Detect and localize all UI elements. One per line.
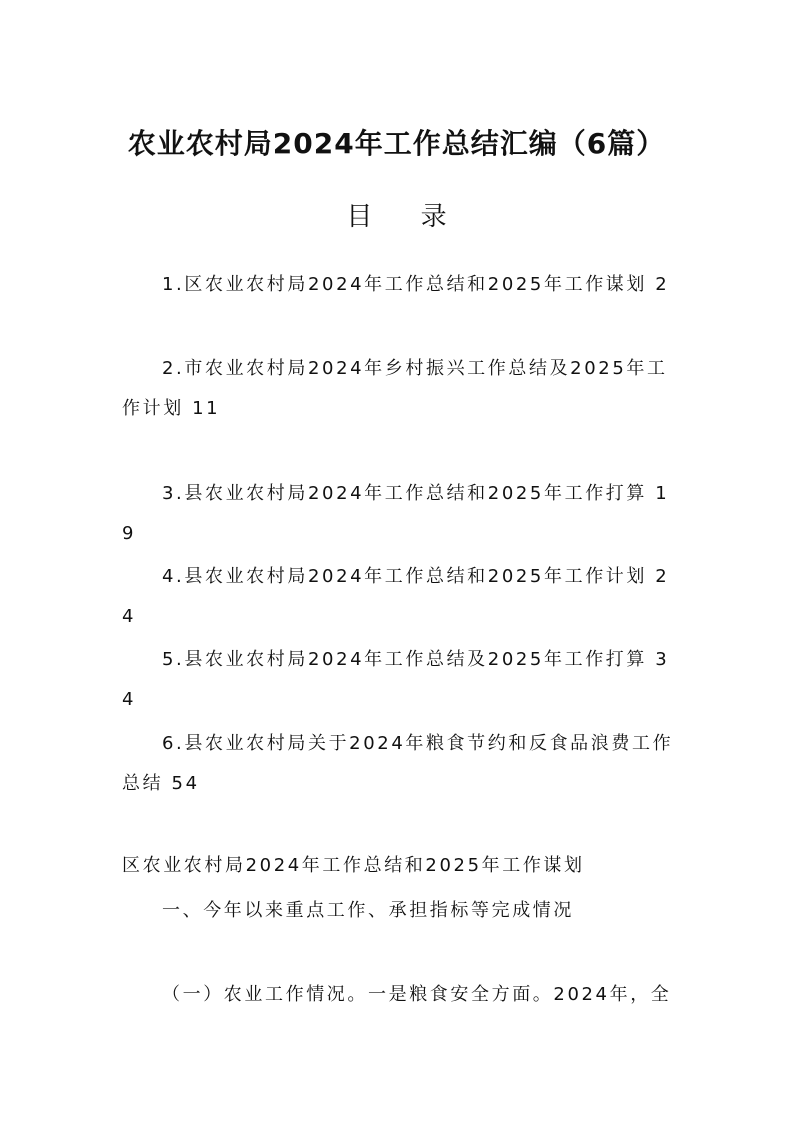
paragraph-start: （一）农业工作情况。一是粮食安全方面。2024年，全 — [162, 984, 672, 1005]
toc-item-3[interactable]: 3.县农业农村局2024年工作总结和2025年工作打算 19 — [122, 483, 670, 544]
toc-heading: 目 录 — [346, 202, 467, 232]
toc-item-2[interactable]: 2.市农业农村局2024年乡村振兴工作总结及2025年工作计划 11 — [122, 358, 668, 419]
toc-item-1[interactable]: 1.区农业农村局2024年工作总结和2025年工作谋划 2 — [162, 274, 670, 295]
section-title: 区农业农村局2024年工作总结和2025年工作谋划 — [122, 855, 585, 876]
document-title: 农业农村局2024年工作总结汇编（6篇） — [127, 127, 666, 160]
toc-item-5[interactable]: 5.县农业农村局2024年工作总结及2025年工作打算 34 — [122, 649, 670, 710]
toc-item-6[interactable]: 6.县农业农村局关于2024年粮食节约和反食品浪费工作总结 54 — [122, 733, 674, 794]
section-heading: 一、今年以来重点工作、承担指标等完成情况 — [162, 900, 574, 921]
toc-item-4[interactable]: 4.县农业农村局2024年工作总结和2025年工作计划 24 — [122, 566, 670, 627]
